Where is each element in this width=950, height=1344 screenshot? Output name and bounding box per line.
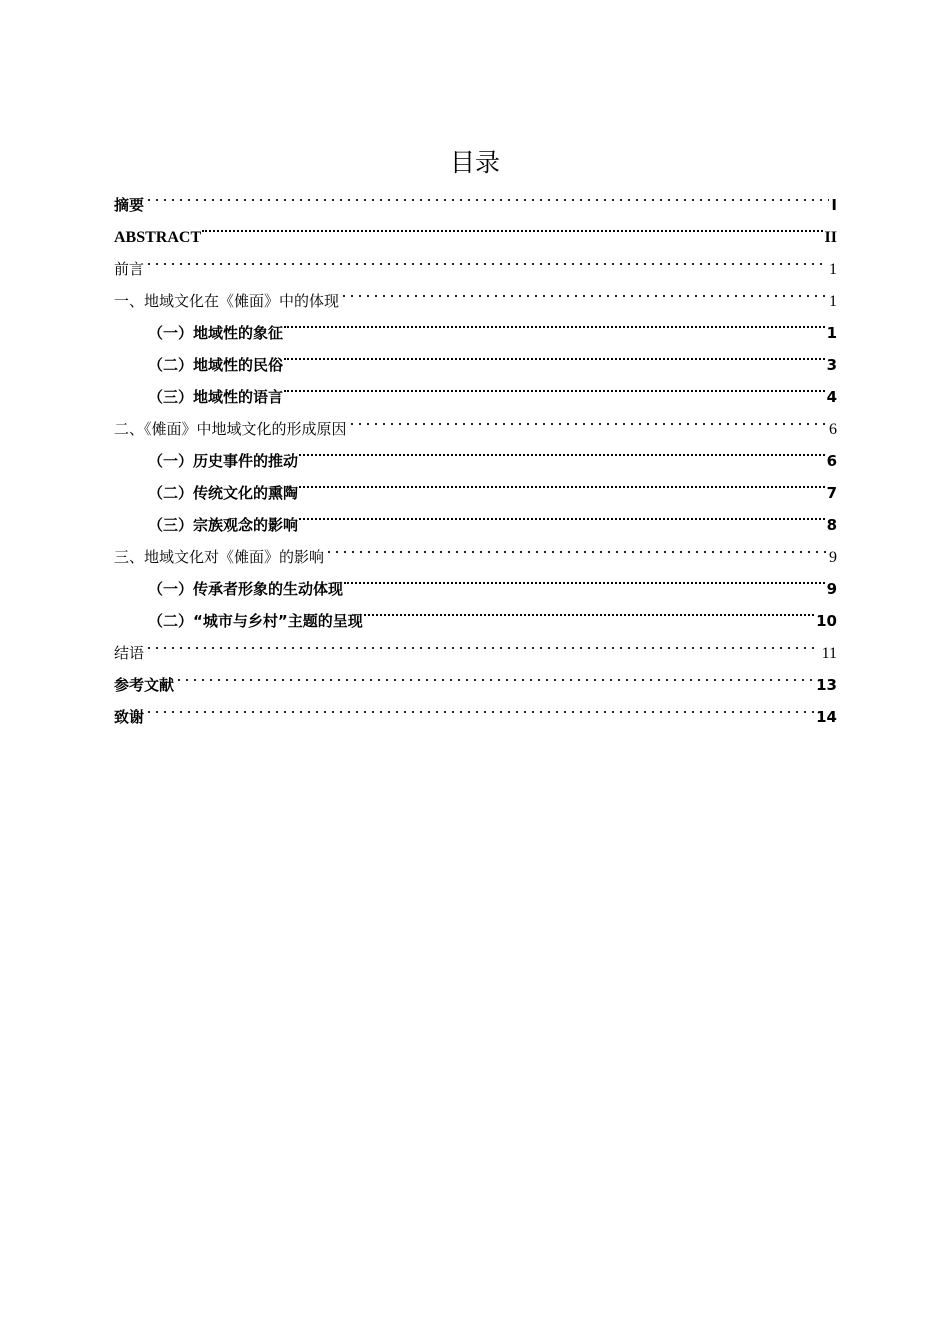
toc-leader-dots bbox=[325, 530, 827, 562]
toc-entry-page: 9 bbox=[826, 580, 837, 598]
toc-entry-label: （一）地域性的象征 bbox=[148, 324, 284, 342]
toc-entry-page: 4 bbox=[826, 388, 837, 406]
toc-leader-dots bbox=[145, 178, 829, 210]
toc-entry-references[interactable] bbox=[114, 658, 837, 694]
toc-entry-page: 6 bbox=[826, 452, 837, 470]
toc-entry-page: 9 bbox=[829, 549, 837, 566]
toc-leader-dots bbox=[344, 562, 825, 594]
toc-leader-dots bbox=[284, 370, 825, 402]
toc-entry-label: （一）传承者形象的生动体现 bbox=[148, 580, 344, 598]
toc-leader-dots bbox=[145, 242, 827, 274]
toc-entry-label: 前言 bbox=[114, 260, 145, 278]
toc-entry-label: （三）宗族观念的影响 bbox=[148, 516, 299, 534]
toc-entry-label: （三）地域性的语言 bbox=[148, 388, 284, 406]
toc-leader-dots bbox=[364, 594, 814, 626]
toc-entry-label: 三、地域文化对《傩面》的影响 bbox=[114, 548, 325, 566]
toc-entry-page: 13 bbox=[816, 676, 837, 694]
toc-leader-dots bbox=[145, 690, 814, 722]
toc-entry-page: 7 bbox=[826, 484, 837, 502]
toc-entry-page: 14 bbox=[816, 708, 837, 726]
toc-entry-page: 3 bbox=[826, 356, 837, 374]
toc-leader-dots bbox=[340, 274, 827, 306]
toc-entry-label: ABSTRACT bbox=[114, 229, 202, 246]
table-of-contents bbox=[114, 178, 837, 726]
toc-entry-label: 摘要 bbox=[114, 196, 145, 214]
toc-entry-page: 8 bbox=[826, 516, 837, 534]
toc-entry-conclusion[interactable] bbox=[114, 626, 837, 662]
toc-title: 目录 bbox=[449, 148, 500, 177]
toc-leader-dots bbox=[299, 498, 825, 530]
toc-entry-chapter-1[interactable] bbox=[114, 274, 837, 310]
toc-entry-page: II bbox=[824, 229, 837, 246]
toc-leader-dots bbox=[175, 658, 814, 690]
toc-leader-dots bbox=[299, 466, 825, 498]
toc-entry-label: 一、地域文化在《傩面》中的体现 bbox=[114, 292, 340, 310]
toc-entry-label: 结语 bbox=[114, 644, 145, 662]
toc-entry-page: 1 bbox=[826, 324, 837, 342]
toc-leader-dots bbox=[284, 338, 825, 370]
toc-entry-label: 致谢 bbox=[114, 708, 145, 726]
toc-entry-abstract-cn[interactable] bbox=[114, 178, 837, 214]
toc-entry-label: （二）地域性的民俗 bbox=[148, 356, 284, 374]
toc-entry-label: 参考文献 bbox=[114, 676, 175, 694]
toc-entry-page: 6 bbox=[829, 421, 837, 438]
toc-entry-abstract-en[interactable] bbox=[114, 210, 837, 246]
toc-entry-preface[interactable] bbox=[114, 242, 837, 278]
toc-entry-page: 1 bbox=[829, 293, 837, 310]
toc-leader-dots bbox=[145, 626, 820, 658]
toc-entry-label: （二）传统文化的熏陶 bbox=[148, 484, 299, 502]
toc-entry-label: （二）“城市与乡村”主题的呈现 bbox=[148, 612, 363, 630]
toc-entry-page: I bbox=[831, 196, 837, 214]
toc-entry-page: 11 bbox=[821, 645, 837, 662]
toc-entry-page: 10 bbox=[816, 612, 837, 630]
toc-leader-dots bbox=[348, 402, 827, 434]
toc-leader-dots bbox=[284, 306, 825, 338]
toc-leader-dots bbox=[299, 434, 825, 466]
toc-entry-page: 1 bbox=[829, 261, 837, 278]
toc-entry-acknowledgements[interactable] bbox=[114, 690, 837, 726]
toc-leader-dots bbox=[202, 210, 822, 242]
toc-entry-label: 二、《傩面》中地域文化的形成原因 bbox=[114, 420, 347, 438]
toc-entry-label: （一）历史事件的推动 bbox=[148, 452, 299, 470]
